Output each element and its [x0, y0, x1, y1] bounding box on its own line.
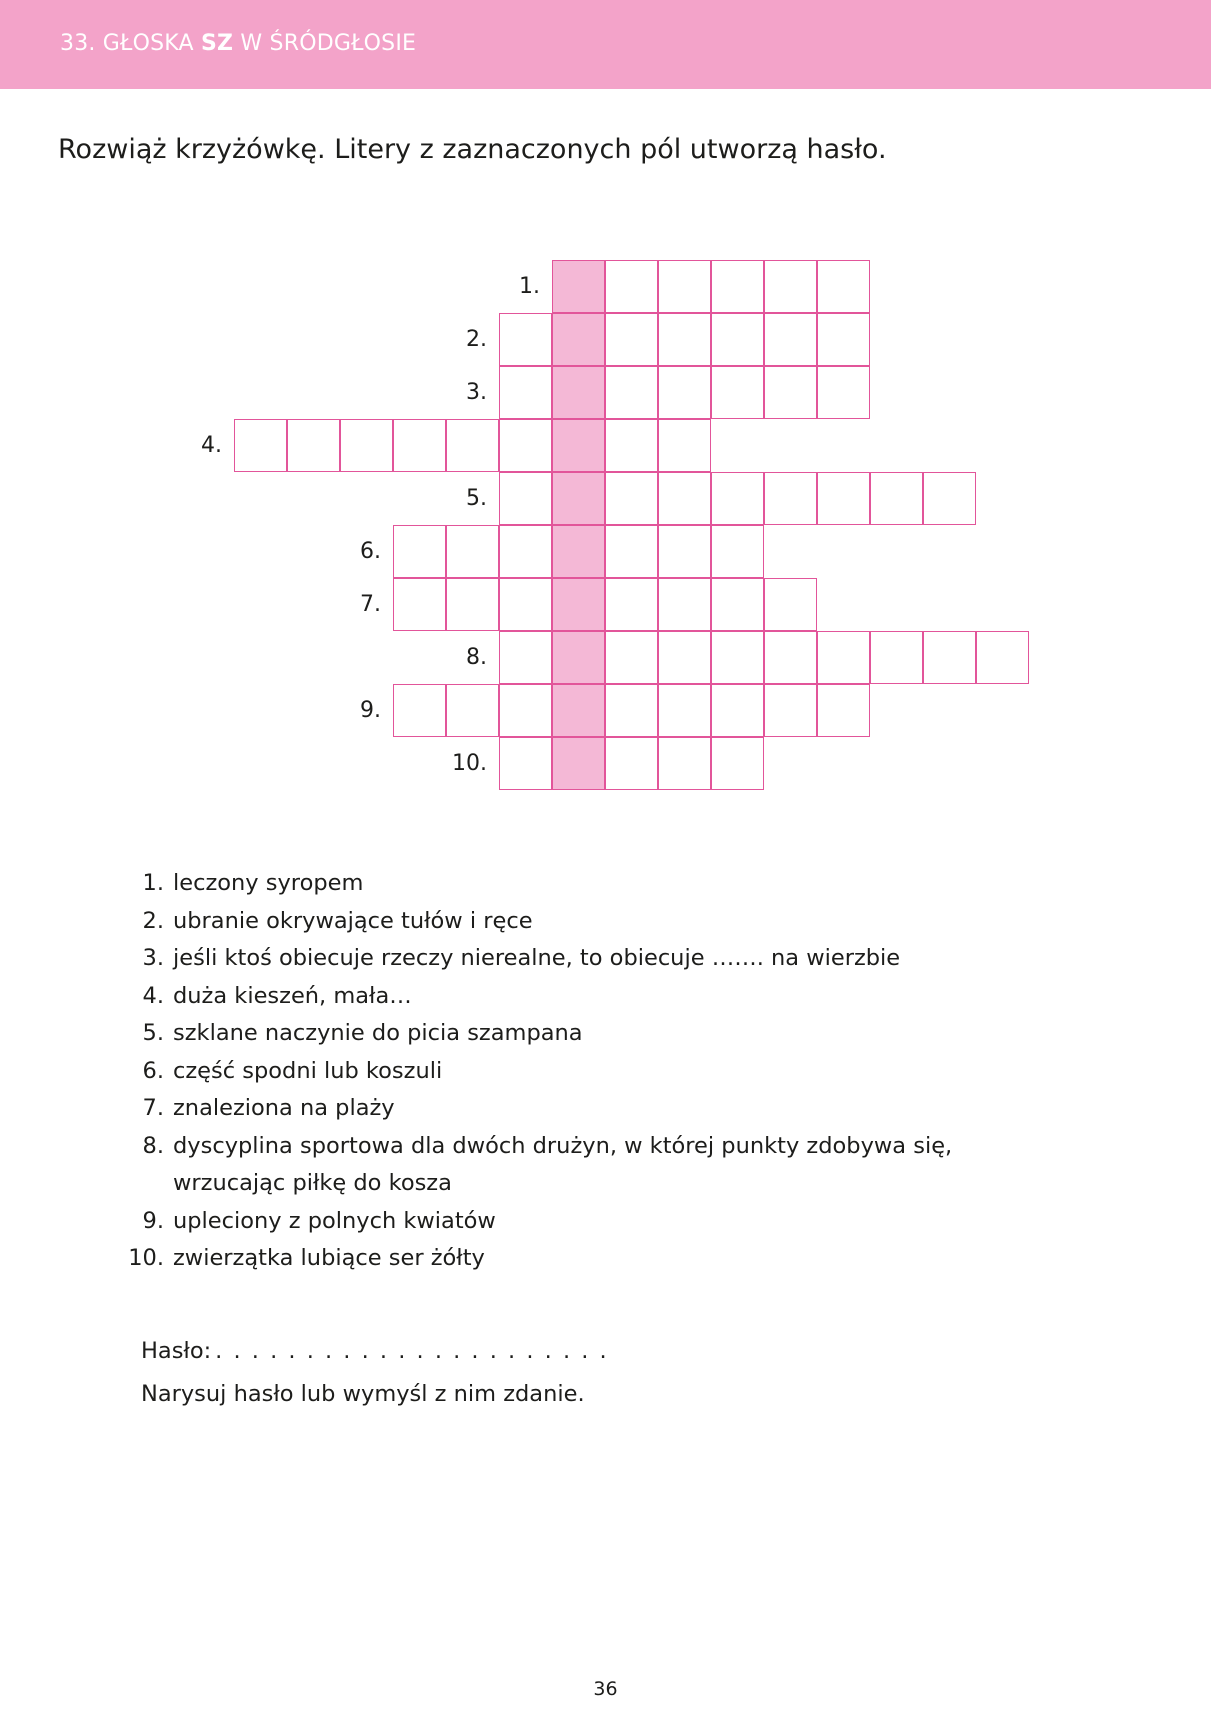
letter-cell[interactable]: [605, 260, 658, 313]
password-cell[interactable]: [552, 260, 605, 313]
letter-cell[interactable]: [499, 366, 552, 419]
row-number: 3.: [466, 380, 487, 405]
letter-cell[interactable]: [923, 472, 976, 525]
clue-item: [118, 940, 1178, 978]
clue-number: 4.: [142, 982, 164, 1009]
letter-cell[interactable]: [605, 631, 658, 684]
clue-number: 10.: [128, 1245, 164, 1271]
letter-cell[interactable]: [764, 684, 817, 737]
letter-cell[interactable]: [976, 631, 1029, 684]
letter-cell[interactable]: [605, 578, 658, 631]
clue-item: [118, 1203, 1178, 1241]
password-answer-line: [141, 1338, 609, 1364]
clue-item: [118, 1240, 1178, 1278]
clue-text: upleciony z polnych kwiatów: [173, 1207, 496, 1234]
letter-cell[interactable]: [605, 366, 658, 419]
letter-cell[interactable]: [340, 419, 393, 472]
row-number: 8.: [466, 645, 487, 670]
letter-cell[interactable]: [446, 684, 499, 737]
letter-cell[interactable]: [711, 260, 764, 313]
letter-cell[interactable]: [870, 631, 923, 684]
clue-item-continuation: [118, 1165, 1178, 1203]
clue-text: wrzucając piłkę do kosza: [173, 1170, 452, 1196]
letter-cell[interactable]: [658, 737, 711, 790]
letter-cell[interactable]: [658, 260, 711, 313]
letter-cell[interactable]: [817, 472, 870, 525]
letter-cell[interactable]: [605, 419, 658, 472]
password-label: Hasło:: [141, 1338, 212, 1364]
clue-text: dyscyplina sportowa dla dwóch drużyn, w której punkty zdobywa się,: [173, 1132, 953, 1159]
clue-text: ubranie okrywające tułów i ręce: [173, 907, 533, 934]
letter-cell[interactable]: [764, 631, 817, 684]
letter-cell[interactable]: [658, 419, 711, 472]
letter-cell[interactable]: [499, 737, 552, 790]
clue-number: 7.: [142, 1095, 164, 1121]
letter-cell[interactable]: [817, 366, 870, 419]
row-number: 1.: [519, 274, 540, 299]
letter-cell[interactable]: [658, 525, 711, 578]
clue-text: leczony syropem: [173, 870, 364, 896]
clue-item: [118, 1015, 1178, 1053]
clue-text: znaleziona na plaży: [173, 1095, 395, 1121]
password-cell[interactable]: [552, 578, 605, 631]
row-number: 7.: [360, 592, 381, 617]
password-cell[interactable]: [552, 313, 605, 366]
letter-cell[interactable]: [711, 631, 764, 684]
letter-cell[interactable]: [499, 578, 552, 631]
clue-item: [118, 903, 1178, 941]
letter-cell[interactable]: [393, 578, 446, 631]
password-cell[interactable]: [552, 631, 605, 684]
clue-text: duża kieszeń, mała…: [173, 982, 412, 1009]
letter-cell[interactable]: [711, 313, 764, 366]
clue-number: 5.: [142, 1020, 164, 1046]
chapter-prefix: GŁOSKA: [102, 31, 194, 56]
password-cell[interactable]: [552, 366, 605, 419]
letter-cell[interactable]: [658, 684, 711, 737]
letter-cell[interactable]: [923, 631, 976, 684]
row-number: 10.: [452, 751, 487, 776]
clue-item: [118, 865, 1178, 903]
password-cell[interactable]: [552, 472, 605, 525]
letter-cell[interactable]: [658, 313, 711, 366]
clue-number: 2.: [142, 907, 164, 934]
clue-item: [118, 978, 1178, 1016]
password-cell[interactable]: [552, 419, 605, 472]
letter-cell[interactable]: [658, 578, 711, 631]
chapter-number: 33.: [60, 31, 96, 56]
letter-cell[interactable]: [711, 737, 764, 790]
letter-cell[interactable]: [499, 313, 552, 366]
chapter-bold-sound: SZ: [200, 31, 234, 56]
letter-cell[interactable]: [499, 684, 552, 737]
letter-cell[interactable]: [658, 472, 711, 525]
clue-item: [118, 1090, 1178, 1128]
clue-number: 1.: [142, 870, 164, 896]
letter-cell[interactable]: [499, 419, 552, 472]
letter-cell[interactable]: [446, 525, 499, 578]
letter-cell[interactable]: [393, 525, 446, 578]
letter-cell[interactable]: [711, 525, 764, 578]
row-number: 9.: [360, 698, 381, 723]
letter-cell[interactable]: [764, 366, 817, 419]
letter-cell[interactable]: [764, 313, 817, 366]
password-cell[interactable]: [552, 684, 605, 737]
clue-text: zwierzątka lubiące ser żółty: [173, 1245, 485, 1271]
letter-cell[interactable]: [817, 684, 870, 737]
row-number: 6.: [360, 539, 381, 564]
password-blank[interactable]: . . . . . . . . . . . . . . . . . . . . . .: [215, 1338, 609, 1364]
row-number: 5.: [466, 486, 487, 511]
draw-instruction: Narysuj hasło lub wymyśl z nim zdanie.: [141, 1381, 585, 1407]
password-cell[interactable]: [552, 737, 605, 790]
letter-cell[interactable]: [870, 472, 923, 525]
letter-cell[interactable]: [393, 684, 446, 737]
row-number: 4.: [201, 433, 222, 458]
letter-cell[interactable]: [817, 631, 870, 684]
letter-cell[interactable]: [817, 313, 870, 366]
letter-cell[interactable]: [711, 684, 764, 737]
clue-text: część spodni lub koszuli: [173, 1057, 443, 1084]
clue-list: [118, 865, 1178, 1278]
clue-text: jeśli ktoś obiecuje rzeczy nierealne, to obiecuje ……. na wierzbie: [173, 945, 901, 971]
clue-text: szklane naczynie do picia szampana: [173, 1020, 583, 1046]
clue-item: [118, 1128, 1178, 1166]
chapter-suffix: W ŚRÓDGŁOSIE: [240, 31, 417, 56]
letter-cell[interactable]: [711, 366, 764, 419]
row-number: 2.: [466, 327, 487, 352]
crossword-grid: [0, 0, 1211, 800]
letter-cell[interactable]: [711, 472, 764, 525]
letter-cell[interactable]: [764, 260, 817, 313]
letter-cell[interactable]: [605, 472, 658, 525]
letter-cell[interactable]: [764, 578, 817, 631]
letter-cell[interactable]: [711, 578, 764, 631]
clue-number: 6.: [142, 1057, 164, 1084]
clue-number: 9.: [142, 1207, 164, 1234]
page-number: 36: [593, 1678, 618, 1700]
letter-cell[interactable]: [764, 472, 817, 525]
password-cell[interactable]: [552, 525, 605, 578]
clue-number: 3.: [142, 945, 164, 971]
letter-cell[interactable]: [393, 419, 446, 472]
letter-cell[interactable]: [446, 419, 499, 472]
letter-cell[interactable]: [499, 631, 552, 684]
letter-cell[interactable]: [499, 525, 552, 578]
letter-cell[interactable]: [605, 737, 658, 790]
letter-cell[interactable]: [446, 578, 499, 631]
letter-cell[interactable]: [499, 472, 552, 525]
letter-cell[interactable]: [605, 313, 658, 366]
letter-cell[interactable]: [658, 631, 711, 684]
letter-cell[interactable]: [817, 260, 870, 313]
clue-item: [118, 1053, 1178, 1091]
exercise-instruction: Rozwiąż krzyżówkę. Litery z zaznaczonych pól utworzą hasło.: [58, 134, 887, 165]
letter-cell[interactable]: [287, 419, 340, 472]
letter-cell[interactable]: [234, 419, 287, 472]
letter-cell[interactable]: [658, 366, 711, 419]
letter-cell[interactable]: [605, 525, 658, 578]
clue-number: 8.: [142, 1132, 164, 1159]
letter-cell[interactable]: [605, 684, 658, 737]
